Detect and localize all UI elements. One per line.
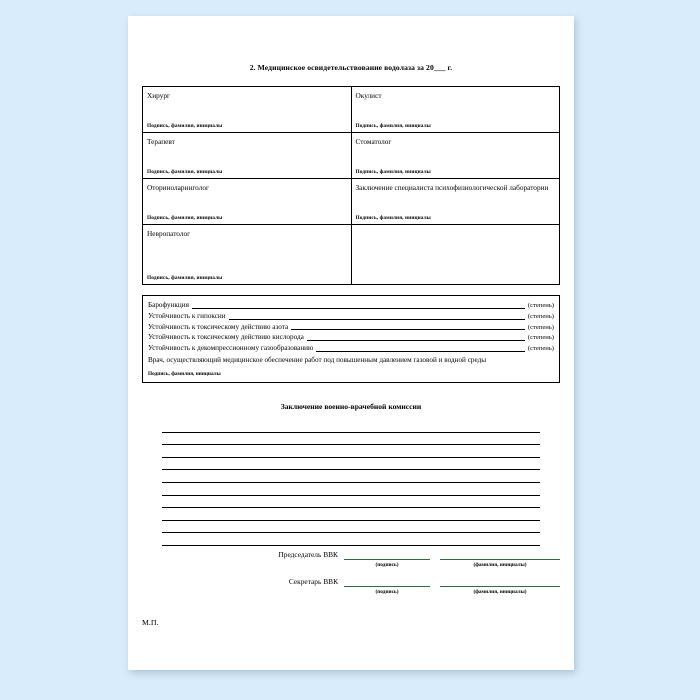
- parameter-label: Устойчивость к токсическому действию кислорода: [148, 333, 304, 342]
- document-sheet: [128, 16, 574, 670]
- conclusion-line[interactable]: [162, 445, 540, 458]
- signature-captions-secretary: [142, 589, 560, 595]
- parameter-fill-line[interactable]: [192, 301, 525, 309]
- parameter-fill-line[interactable]: [229, 312, 525, 320]
- conclusion-line[interactable]: [162, 533, 540, 546]
- parameter-label: Устойчивость к гипоксии: [148, 311, 226, 320]
- parameter-row-oxygen: [148, 332, 554, 343]
- table-row: [143, 179, 560, 225]
- parameters-block: [142, 295, 560, 383]
- conclusion-title: Заключение военно-врачебной комиссии: [280, 402, 422, 411]
- specialists-table: [142, 86, 560, 285]
- table-cell-empty: [351, 225, 560, 285]
- parameter-degree-caption: (степень): [527, 301, 554, 309]
- signature-caption: Подпись, фамилия, инициалы: [355, 169, 431, 175]
- signature-caption: Подпись, фамилия, инициалы: [147, 215, 223, 221]
- table-row: [143, 225, 560, 285]
- conclusion-lines: [162, 420, 540, 546]
- signature-caption: Подпись, фамилия, инициалы: [147, 123, 223, 129]
- cell-title: Стоматолог: [355, 137, 392, 146]
- stamp-mark: М.П.: [142, 618, 159, 627]
- page-title: 2. Медицинское освидетельствование водолаза за 20___ г.: [249, 63, 453, 72]
- table-cell-otolaryngologist: [143, 179, 352, 225]
- name-line[interactable]: [440, 577, 560, 587]
- table-cell-dentist: [351, 133, 560, 179]
- conclusion-line[interactable]: [162, 433, 540, 446]
- signature-label: Председатель ВВК: [278, 550, 338, 559]
- cell-title: Заключение специалиста психофизиологической лаборатории: [355, 183, 549, 192]
- parameter-row-decompression: [148, 343, 554, 354]
- spacer: [430, 562, 440, 568]
- parameter-fill-line[interactable]: [316, 344, 524, 352]
- signature-caption: Подпись, фамилия, инициалы: [147, 275, 223, 281]
- table-cell-therapist: [143, 133, 352, 179]
- table-cell-surgeon: [143, 87, 352, 133]
- signature-label: Секретарь ВВК: [288, 577, 338, 586]
- cell-title: Хирург: [147, 91, 171, 100]
- parameter-row-barofunction: [148, 300, 554, 311]
- parameter-fill-line[interactable]: [291, 322, 525, 330]
- parameter-degree-caption: (степень): [527, 345, 554, 353]
- name-caption: (фамилия, инициалы): [473, 589, 527, 595]
- doctor-signature-caption: Подпись, фамилия, инициалы: [148, 370, 221, 377]
- conclusion-line[interactable]: [162, 508, 540, 521]
- table-cell-psychophysiology-lab: [351, 179, 560, 225]
- table-cell-oculist: [351, 87, 560, 133]
- signature-caption: Подпись, фамилия, инициалы: [355, 123, 431, 129]
- spacer: [430, 589, 440, 595]
- name-caption: (фамилия, инициалы): [473, 562, 527, 568]
- conclusion-line[interactable]: [162, 521, 540, 534]
- cell-title: Невропатолог: [147, 229, 191, 238]
- table-cell-neurologist: [143, 225, 352, 285]
- parameter-degree-caption: (степень): [527, 323, 554, 331]
- signature-row-chairman: [142, 550, 560, 560]
- parameter-label: Устойчивость к токсическому действию азота: [148, 322, 289, 331]
- conclusion-line[interactable]: [162, 483, 540, 496]
- signature-caption: (подпись): [375, 562, 399, 568]
- parameter-fill-line[interactable]: [307, 333, 525, 341]
- conclusion-line[interactable]: [162, 470, 540, 483]
- signature-line[interactable]: [344, 577, 430, 587]
- signature-block: [142, 550, 560, 604]
- name-line[interactable]: [440, 550, 560, 560]
- signature-row-secretary: [142, 577, 560, 587]
- cell-title: Терапевт: [147, 137, 175, 146]
- signature-captions-chairman: [142, 562, 560, 568]
- cell-title: Окулист: [355, 91, 382, 100]
- parameter-degree-caption: (степень): [527, 312, 554, 320]
- parameter-row-hypoxia: [148, 311, 554, 322]
- parameter-degree-caption: (степень): [527, 334, 554, 342]
- conclusion-line[interactable]: [162, 420, 540, 433]
- signature-caption: (подпись): [375, 589, 399, 595]
- signature-caption: Подпись, фамилия, инициалы: [355, 215, 431, 221]
- parameter-label: Барофункция: [148, 301, 189, 309]
- parameter-row-nitrogen: [148, 322, 554, 333]
- signature-line[interactable]: [344, 550, 430, 560]
- cell-title: Оториноларинголог: [147, 183, 210, 192]
- table-row: [143, 87, 560, 133]
- doctor-note: Врач, осуществляющий медицинское обеспечение работ под повышенным давлением газовой и водной среды: [148, 355, 487, 364]
- conclusion-line[interactable]: [162, 496, 540, 509]
- conclusion-line[interactable]: [162, 458, 540, 471]
- table-row: [143, 133, 560, 179]
- signature-caption: Подпись, фамилия, инициалы: [147, 169, 223, 175]
- document-page: [128, 16, 574, 670]
- parameter-label: Устойчивость к декомпрессионному газообразованию: [148, 344, 314, 353]
